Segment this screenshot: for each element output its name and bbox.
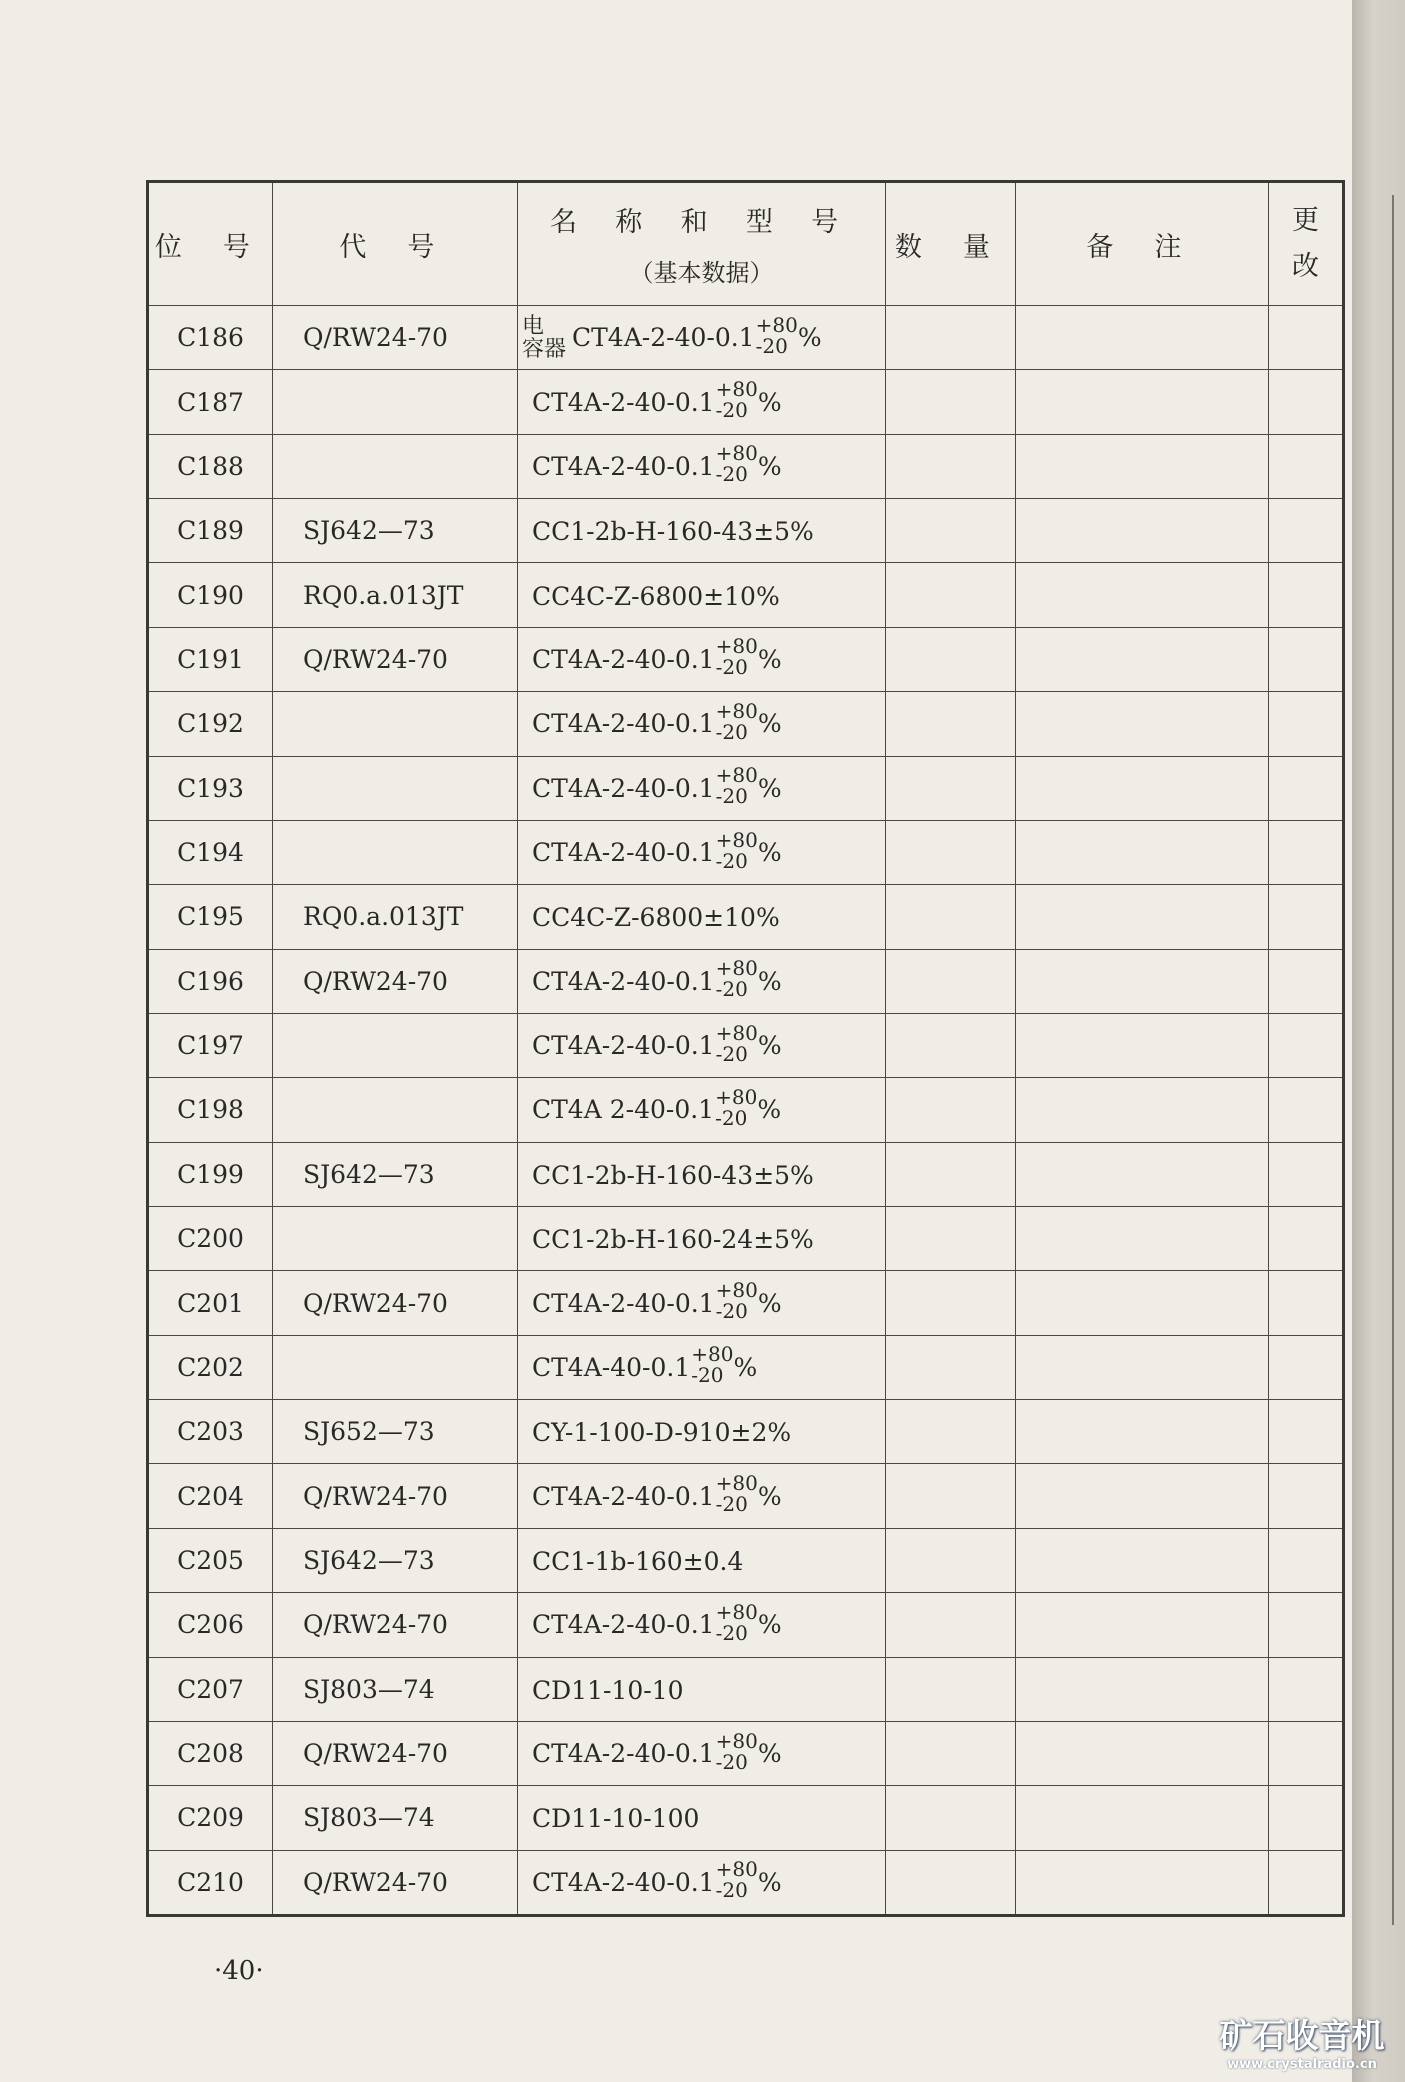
table-row <box>148 1593 1344 1657</box>
category-line: 电 <box>522 313 545 339</box>
quantity-cell <box>886 306 1016 370</box>
percent-sign: % <box>757 1610 782 1640</box>
name-model-cell <box>518 1400 886 1464</box>
tolerance-upper: +80 <box>715 634 758 659</box>
code-cell: Q/RW24-70 <box>273 949 518 1013</box>
tolerance-stack <box>691 1344 733 1386</box>
model-text: CY-1-100-D-910±2% <box>532 1418 792 1448</box>
model-text: CT4A-2-40-0.1 <box>532 1610 715 1640</box>
tolerance-stack <box>716 1859 758 1901</box>
tolerance-upper: +80 <box>715 441 758 466</box>
tolerance-stack <box>715 1728 758 1774</box>
model-text: CC1-1b-160±0.4 <box>532 1547 744 1576</box>
quantity-cell <box>886 1786 1016 1850</box>
table-row <box>148 1078 1344 1142</box>
name-model-cell <box>518 949 886 1013</box>
quantity-cell <box>886 1142 1016 1206</box>
name-model-cell <box>518 1271 886 1335</box>
table-row <box>148 1142 1344 1206</box>
position-cell: C203 <box>148 1400 273 1464</box>
change-cell <box>1269 1078 1344 1142</box>
tolerance-upper: +80 <box>715 1084 758 1109</box>
change-cell <box>1269 627 1344 691</box>
percent-sign: % <box>757 838 782 868</box>
tolerance-upper: +80 <box>715 1278 758 1303</box>
tolerance-upper: +80 <box>715 1471 758 1496</box>
header-position: 位 号 <box>148 182 273 306</box>
quantity-cell <box>886 1207 1016 1271</box>
model-text: CC4C-Z-6800±10% <box>532 581 780 611</box>
tolerance-lower: -20 <box>715 1620 748 1645</box>
position-cell: C191 <box>148 627 273 691</box>
position-cell: C205 <box>148 1528 273 1592</box>
table-row <box>148 306 1344 370</box>
table-row <box>148 627 1344 691</box>
tolerance-upper: +80 <box>715 1020 758 1045</box>
tolerance-stack <box>755 312 798 358</box>
tolerance-upper: +80 <box>755 312 798 337</box>
position-cell: C187 <box>148 370 273 434</box>
notes-cell <box>1016 1528 1269 1592</box>
notes-cell <box>1016 627 1269 691</box>
notes-cell <box>1016 820 1269 884</box>
code-cell <box>273 756 518 820</box>
percent-sign: % <box>757 1288 782 1318</box>
model-text: CC4C-Z-6800±10% <box>532 903 780 933</box>
code-cell: RQ0.a.013JT <box>273 885 518 949</box>
quantity-cell <box>886 1271 1016 1335</box>
position-cell: C193 <box>148 756 273 820</box>
position-cell: C195 <box>148 885 273 949</box>
header-code: 代 号 <box>273 182 518 306</box>
change-cell <box>1269 1464 1344 1528</box>
tolerance-stack <box>715 698 758 744</box>
table-row <box>148 1013 1344 1077</box>
component-list-table <box>146 180 1345 1917</box>
tolerance-lower: -20 <box>715 1299 748 1324</box>
name-model-cell <box>518 1142 886 1206</box>
table-body <box>148 306 1344 1916</box>
position-cell: C188 <box>148 434 273 498</box>
tolerance-stack <box>715 1084 758 1130</box>
name-model-cell <box>518 820 886 884</box>
notes-cell <box>1016 306 1269 370</box>
code-cell <box>273 1013 518 1077</box>
model-text: CT4A-2-40-0.1 <box>532 1739 715 1769</box>
tolerance-stack <box>716 443 758 485</box>
table-row <box>148 1335 1344 1399</box>
change-cell <box>1269 756 1344 820</box>
name-model-cell <box>518 563 886 627</box>
model-text: CD11-10-10 <box>532 1675 684 1705</box>
quantity-cell <box>886 563 1016 627</box>
position-cell: C209 <box>148 1786 273 1850</box>
code-cell: Q/RW24-70 <box>273 1850 518 1915</box>
tolerance-lower: -20 <box>715 848 748 873</box>
quantity-cell <box>886 756 1016 820</box>
model-text: CT4A 2-40-0.1 <box>532 1095 715 1125</box>
tolerance-stack <box>716 958 758 1000</box>
code-cell: RQ0.a.013JT <box>273 563 518 627</box>
change-cell <box>1269 692 1344 756</box>
tolerance-lower: -20 <box>715 1492 748 1517</box>
notes-cell <box>1016 692 1269 756</box>
change-cell <box>1269 1400 1344 1464</box>
percent-sign: % <box>757 773 782 803</box>
quantity-cell <box>886 434 1016 498</box>
percent-sign: % <box>757 709 782 739</box>
quantity-cell <box>886 1013 1016 1077</box>
name-model-cell <box>518 1207 886 1271</box>
change-cell <box>1269 499 1344 563</box>
table-header-row <box>148 182 1344 306</box>
tolerance-stack <box>716 379 758 421</box>
name-model-cell <box>518 627 886 691</box>
notes-cell <box>1016 1400 1269 1464</box>
tolerance-lower: -20 <box>715 1041 748 1066</box>
next-page-edge <box>1392 195 1405 1925</box>
table-row <box>148 1657 1344 1721</box>
code-cell: SJ803—74 <box>273 1786 518 1850</box>
tolerance-upper: +80 <box>715 956 758 981</box>
site-watermark <box>1207 2010 1397 2072</box>
name-model-cell <box>518 1593 886 1657</box>
header-name-model: 名 称 和 型 号 （基本数据） <box>518 182 886 306</box>
percent-sign: % <box>757 1481 782 1511</box>
position-cell: C199 <box>148 1142 273 1206</box>
tolerance-lower: -20 <box>715 784 748 809</box>
position-cell: C198 <box>148 1078 273 1142</box>
table-row <box>148 1850 1344 1915</box>
model-text: CT4A-2-40-0.1 <box>532 1288 715 1318</box>
change-cell <box>1269 820 1344 884</box>
code-cell: SJ642—73 <box>273 1528 518 1592</box>
name-model-cell <box>518 692 886 756</box>
watermark-title: 矿石收音机 <box>1219 2016 1385 2055</box>
model-text: CT4A-2-40-0.1 <box>532 1481 715 1511</box>
quantity-cell <box>886 1400 1016 1464</box>
tolerance-upper: +80 <box>715 698 758 723</box>
code-cell <box>273 434 518 498</box>
change-cell <box>1269 1850 1344 1915</box>
page-number: ·40· <box>214 1956 264 1986</box>
code-cell: Q/RW24-70 <box>273 1721 518 1785</box>
table-row <box>148 820 1344 884</box>
quantity-cell <box>886 1721 1016 1785</box>
tolerance-lower: -20 <box>691 1363 724 1388</box>
table-row <box>148 1207 1344 1271</box>
tolerance-upper: +80 <box>715 763 758 788</box>
position-cell: C206 <box>148 1593 273 1657</box>
tolerance-upper: +80 <box>715 827 758 852</box>
code-cell <box>273 1335 518 1399</box>
notes-cell <box>1016 1593 1269 1657</box>
code-cell <box>273 1078 518 1142</box>
quantity-cell <box>886 1464 1016 1528</box>
category-line: 容器 <box>522 336 567 362</box>
quantity-cell <box>886 1850 1016 1915</box>
code-cell: Q/RW24-70 <box>273 1593 518 1657</box>
tolerance-stack <box>716 1473 758 1515</box>
change-cell <box>1269 1721 1344 1785</box>
name-model-cell <box>518 1078 886 1142</box>
name-model-cell <box>518 885 886 949</box>
code-cell <box>273 692 518 756</box>
model-text: CT4A-2-40-0.1 <box>532 773 715 803</box>
notes-cell <box>1016 1850 1269 1915</box>
name-model-cell <box>518 306 886 370</box>
name-model-cell <box>518 1721 886 1785</box>
quantity-cell <box>886 627 1016 691</box>
tolerance-upper: +80 <box>715 1728 758 1753</box>
notes-cell <box>1016 885 1269 949</box>
tolerance-stack <box>716 636 758 678</box>
quantity-cell <box>886 820 1016 884</box>
quantity-cell <box>886 499 1016 563</box>
table-row <box>148 434 1344 498</box>
notes-cell <box>1016 1207 1269 1271</box>
notes-cell <box>1016 756 1269 820</box>
change-cell <box>1269 1786 1344 1850</box>
tolerance-lower: -20 <box>715 655 748 680</box>
change-cell <box>1269 563 1344 627</box>
position-cell: C189 <box>148 499 273 563</box>
position-cell: C190 <box>148 563 273 627</box>
percent-sign: % <box>757 1739 782 1769</box>
model-text: CC1-2b-H-160-43±5% <box>532 1160 814 1190</box>
change-cell <box>1269 1528 1344 1592</box>
name-model-cell <box>518 1464 886 1528</box>
name-model-cell <box>518 370 886 434</box>
notes-cell <box>1016 1657 1269 1721</box>
tolerance-lower: -20 <box>715 1749 748 1774</box>
name-model-cell <box>518 1850 886 1915</box>
notes-cell <box>1016 434 1269 498</box>
tolerance-upper: +80 <box>715 377 758 402</box>
percent-sign: % <box>757 1867 782 1897</box>
tolerance-lower: -20 <box>755 333 788 358</box>
change-cell <box>1269 1013 1344 1077</box>
percent-sign: % <box>757 387 782 417</box>
table-row <box>148 1271 1344 1335</box>
code-cell: Q/RW24-70 <box>273 1464 518 1528</box>
model-text: CC1-2b-H-160-24±5% <box>532 1225 814 1255</box>
percent-sign: % <box>733 1352 758 1382</box>
position-cell: C202 <box>148 1335 273 1399</box>
change-cell <box>1269 1271 1344 1335</box>
position-cell: C208 <box>148 1721 273 1785</box>
percent-sign: % <box>757 451 782 481</box>
notes-cell <box>1016 1271 1269 1335</box>
notes-cell <box>1016 1721 1269 1785</box>
component-category <box>522 315 570 361</box>
code-cell: SJ652—73 <box>273 1400 518 1464</box>
table-row <box>148 1528 1344 1592</box>
tolerance-upper: +80 <box>715 1857 758 1882</box>
tolerance-lower: -20 <box>715 1878 748 1903</box>
notes-cell <box>1016 1078 1269 1142</box>
tolerance-stack <box>716 1280 758 1322</box>
change-cell <box>1269 1207 1344 1271</box>
code-cell <box>273 820 518 884</box>
model-text: CD11-10-100 <box>532 1804 700 1834</box>
name-model-cell <box>518 1657 886 1721</box>
tolerance-upper: +80 <box>715 1599 758 1624</box>
tolerance-lower: -20 <box>715 977 748 1002</box>
table-row <box>148 885 1344 949</box>
percent-sign: % <box>757 966 782 996</box>
header-notes: 备 注 <box>1016 182 1269 306</box>
notes-cell <box>1016 949 1269 1013</box>
code-cell: Q/RW24-70 <box>273 306 518 370</box>
table-row <box>148 949 1344 1013</box>
change-cell <box>1269 949 1344 1013</box>
model-text: CT4A-2-40-0.1 <box>532 1867 715 1897</box>
quantity-cell <box>886 370 1016 434</box>
position-cell: C207 <box>148 1657 273 1721</box>
header-change: 更 改 <box>1269 182 1344 306</box>
model-text: CT4A-40-0.1 <box>532 1352 691 1382</box>
position-cell: C192 <box>148 692 273 756</box>
model-text: CT4A-2-40-0.1 <box>532 387 715 417</box>
quantity-cell <box>886 1335 1016 1399</box>
quantity-cell <box>886 885 1016 949</box>
table-row <box>148 692 1344 756</box>
change-cell <box>1269 1335 1344 1399</box>
name-model-cell <box>518 1786 886 1850</box>
model-text: CT4A-2-40-0.1 <box>532 838 715 868</box>
notes-cell <box>1016 1013 1269 1077</box>
name-model-cell <box>518 1528 886 1592</box>
code-cell <box>273 370 518 434</box>
name-model-cell <box>518 434 886 498</box>
tolerance-stack <box>715 1020 758 1066</box>
table-row <box>148 1721 1344 1785</box>
header-quantity: 数 量 <box>886 182 1016 306</box>
notes-cell <box>1016 370 1269 434</box>
table-row <box>148 1400 1344 1464</box>
table-row <box>148 1464 1344 1528</box>
quantity-cell <box>886 949 1016 1013</box>
table-row <box>148 1786 1344 1850</box>
percent-sign: % <box>757 1095 782 1125</box>
model-text: CT4A-2-40-0.1 <box>532 709 715 739</box>
percent-sign: % <box>757 1031 782 1061</box>
tolerance-lower: -20 <box>715 1105 748 1130</box>
quantity-cell <box>886 1657 1016 1721</box>
model-text: CT4A-2-40-0.1 <box>572 323 755 353</box>
change-cell <box>1269 434 1344 498</box>
name-model-cell <box>518 499 886 563</box>
code-cell <box>273 1207 518 1271</box>
tolerance-stack <box>716 765 758 807</box>
code-cell: SJ642—73 <box>273 499 518 563</box>
name-model-cell <box>518 1335 886 1399</box>
code-cell: SJ803—74 <box>273 1657 518 1721</box>
quantity-cell <box>886 1528 1016 1592</box>
model-text: CC1-2b-H-160-43±5% <box>532 517 814 547</box>
position-cell: C194 <box>148 820 273 884</box>
notes-cell <box>1016 1464 1269 1528</box>
change-cell <box>1269 370 1344 434</box>
position-cell: C186 <box>148 306 273 370</box>
position-cell: C197 <box>148 1013 273 1077</box>
name-model-cell <box>518 1013 886 1077</box>
name-model-cell <box>518 756 886 820</box>
change-cell <box>1269 1593 1344 1657</box>
position-cell: C201 <box>148 1271 273 1335</box>
table-row <box>148 370 1344 434</box>
notes-cell <box>1016 563 1269 627</box>
notes-cell <box>1016 1142 1269 1206</box>
position-cell: C200 <box>148 1207 273 1271</box>
model-text: CT4A-2-40-0.1 <box>532 644 715 674</box>
tolerance-lower: -20 <box>715 462 748 487</box>
position-cell: C196 <box>148 949 273 1013</box>
model-text: CT4A-2-40-0.1 <box>532 451 715 481</box>
change-cell <box>1269 885 1344 949</box>
position-cell: C210 <box>148 1850 273 1915</box>
quantity-cell <box>886 692 1016 756</box>
change-cell <box>1269 306 1344 370</box>
change-cell <box>1269 1657 1344 1721</box>
tolerance-stack <box>715 1599 758 1645</box>
notes-cell <box>1016 1335 1269 1399</box>
percent-sign: % <box>757 644 782 674</box>
quantity-cell <box>886 1078 1016 1142</box>
watermark-url: www.crystalradio.cn <box>1227 2057 1377 2072</box>
notes-cell <box>1016 499 1269 563</box>
notes-cell <box>1016 1786 1269 1850</box>
table-row <box>148 563 1344 627</box>
tolerance-stack <box>715 827 758 873</box>
code-cell: SJ642—73 <box>273 1142 518 1206</box>
quantity-cell <box>886 1593 1016 1657</box>
model-text: CT4A-2-40-0.1 <box>532 1031 715 1061</box>
percent-sign: % <box>797 323 822 353</box>
table-row <box>148 756 1344 820</box>
position-cell: C204 <box>148 1464 273 1528</box>
tolerance-lower: -20 <box>715 398 748 423</box>
tolerance-upper: +80 <box>691 1342 734 1367</box>
change-cell <box>1269 1142 1344 1206</box>
code-cell: Q/RW24-70 <box>273 627 518 691</box>
tolerance-lower: -20 <box>715 719 748 744</box>
code-cell: Q/RW24-70 <box>273 1271 518 1335</box>
model-text: CT4A-2-40-0.1 <box>532 966 715 996</box>
table-row <box>148 499 1344 563</box>
